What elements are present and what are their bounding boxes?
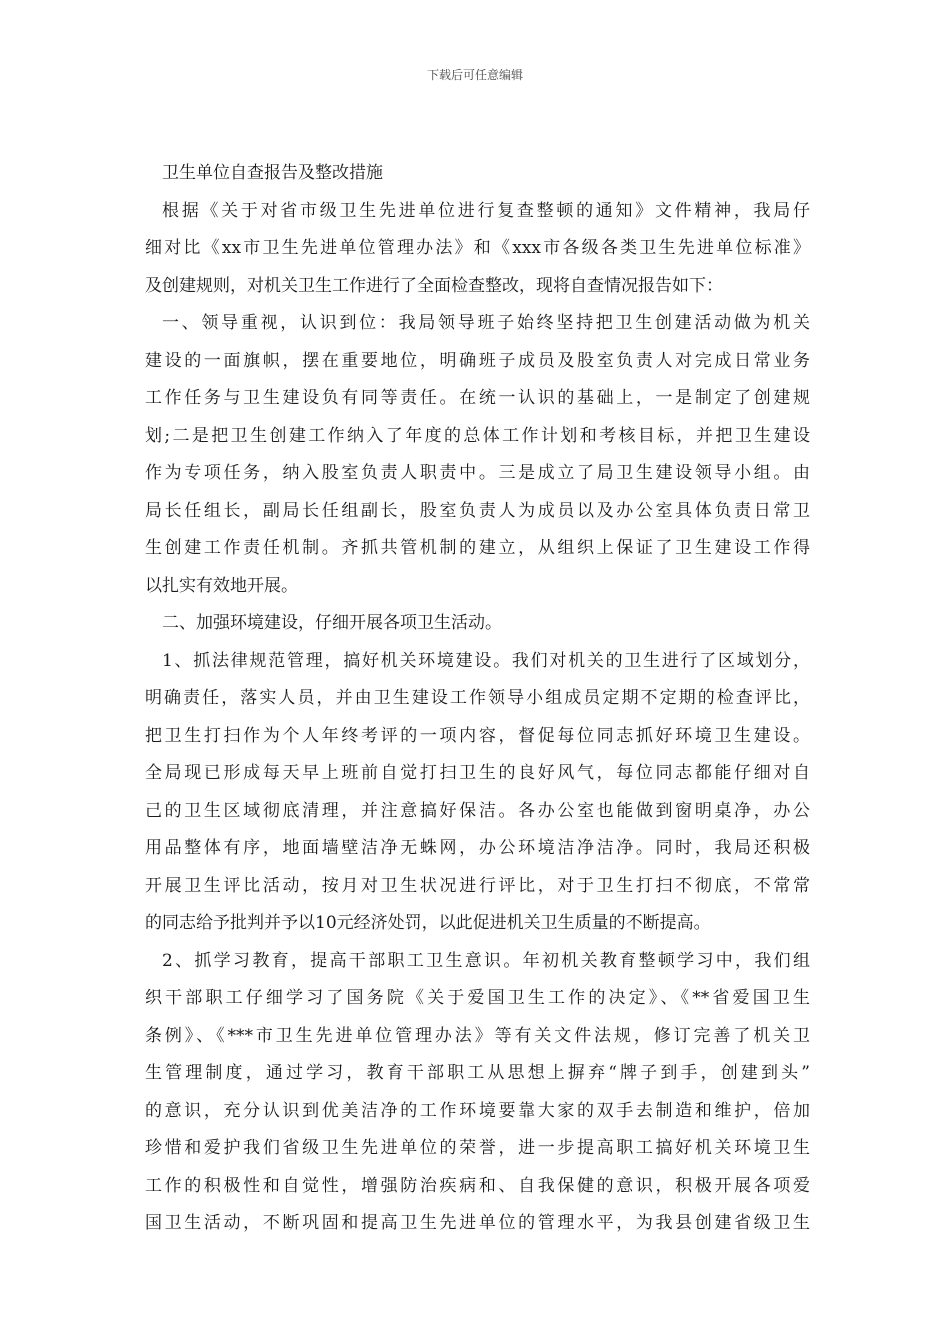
document-text-line: 1、抓法律规范管理，搞好机关环境建设。我们对机关的卫生进行了区域划分， (162, 650, 810, 671)
document-text-line: 的同志给予批判并予以10元经济处罚，以此促进机关卫生质量的不断提高。 (145, 913, 711, 933)
document-text-line: 作为专项任务，纳入股室负责人职责中。三是成立了局卫生建设领导小组。由 (145, 463, 810, 483)
document-text-line: 国卫生活动，不断巩固和提高卫生先进单位的管理水平，为我县创建省级卫生 (145, 1213, 810, 1233)
document-text-line: 工作任务与卫生建设负有同等责任。在统一认识的基础上，一是制定了创建规 (145, 388, 810, 408)
document-text-line: 明确责任，落实人员，并由卫生建设工作领导小组成员定期不定期的检查评比， (145, 688, 810, 708)
document-text-line: 珍惜和爱护我们省级卫生先进单位的荣誉，进一步提高职工搞好机关环境卫生 (145, 1138, 810, 1158)
document-body (145, 155, 810, 1243)
document-text-line: 建设的一面旗帜，摆在重要地位，明确班子成员及股室负责人对完成日常业务 (145, 350, 810, 371)
document-text-line: 全局现已形成每天早上班前自觉打扫卫生的良好风气，每位同志都能仔细对自 (145, 763, 810, 783)
document-text-line: 划;二是把卫生创建工作纳入了年度的总体工作计划和考核目标，并把卫生建设 (145, 425, 810, 446)
document-text-line: 根据《关于对省市级卫生先进单位进行复查整顿的通知》文件精神，我局仔 (162, 200, 810, 221)
document-text-line: 细对比《xx市卫生先进单位管理办法》和《xxx市各级各类卫生先进单位标准》 (145, 238, 810, 258)
document-text-line: 把卫生打扫作为个人年终考评的一项内容，督促每位同志抓好环境卫生建设。 (145, 725, 810, 746)
document-text-line: 一、领导重视，认识到位：我局领导班子始终坚持把卫生创建活动做为机关 (162, 313, 810, 333)
document-text-line: 工作的积极性和自觉性，增强防治疾病和、自我保健的意识，积极开展各项爱 (145, 1175, 810, 1196)
document-text-line: 生创建工作责任机制。齐抓共管机制的建立，从组织上保证了卫生建设工作得 (145, 538, 810, 558)
document-text-line: 及创建规则，对机关卫生工作进行了全面检查整改，现将自查情况报告如下： (145, 275, 723, 296)
document-title: 卫生单位自查报告及整改措施 (162, 163, 383, 183)
document-text-line: 开展卫生评比活动，按月对卫生状况进行评比，对于卫生打扫不彻底，不常常 (145, 875, 810, 896)
document-text-line: 二、加强环境建设，仔细开展各项卫生活动。 (162, 613, 502, 633)
document-text-line: 条例》、《***市卫生先进单位管理办法》等有关文件法规，修订完善了机关卫 (145, 1025, 810, 1046)
document-text-line: 生管理制度，通过学习，教育干部职工从思想上摒弃“牌子到手，创建到头” (145, 1063, 810, 1083)
document-text-line: 己的卫生区域彻底清理，并注意搞好保洁。各办公室也能做到窗明桌净，办公 (145, 800, 810, 821)
document-text-line: 局长任组长，副局长任组副长，股室负责人为成员以及办公室具体负责日常卫 (145, 500, 810, 521)
document-text-line: 织干部职工仔细学习了国务院《关于爱国卫生工作的决定》、《**省爱国卫生 (145, 988, 810, 1008)
document-text-line: 用品整体有序，地面墙壁洁净无蛛网，办公环境洁净洁净。同时，我局还积极 (145, 838, 810, 858)
document-text-line: 2、抓学习教育，提高干部职工卫生意识。年初机关教育整顿学习中，我们组 (162, 950, 810, 971)
page-header-note: 下载后可任意编辑 (426, 68, 523, 82)
document-text-line: 的意识，充分认识到优美洁净的工作环境要靠大家的双手去制造和维护，倍加 (145, 1100, 810, 1121)
document-text-line: 以扎实有效地开展。 (145, 575, 298, 596)
